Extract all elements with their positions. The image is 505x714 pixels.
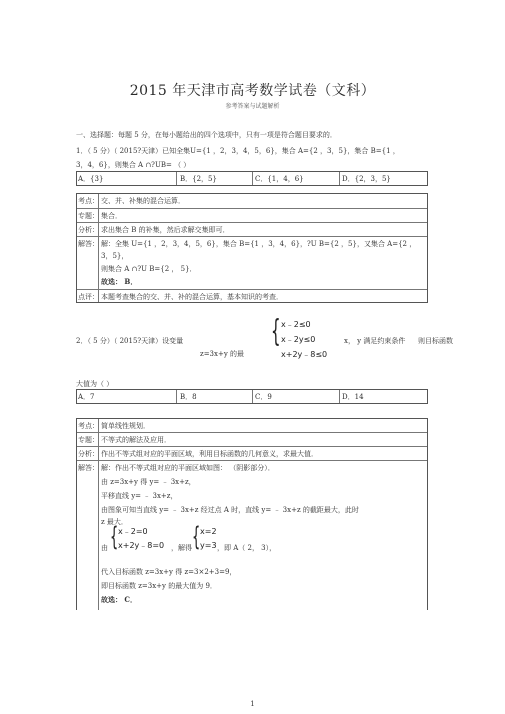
q1-jieda-line3: 则集合 A ∩?U B={2 ， 5}． <box>101 265 197 273</box>
q2-solve-brace-icon: { <box>110 522 119 552</box>
q1-analysis-table <box>76 193 428 303</box>
q2-solve-mid: ，解得 <box>171 544 192 552</box>
q1-dianping: 本题考查集合的交、并、补的混合运算，基本知识的考查． <box>101 293 283 301</box>
q2-system-eq2: x﹣2y≤0 <box>281 335 316 344</box>
q2-stem-line2: z=3x+y 的最 <box>200 350 244 358</box>
q2-zhuanti-row: 专题： 不等式的解法及应用． <box>77 433 427 447</box>
q1-option-d: D．{2，3，5} <box>342 175 391 183</box>
q2-solve-eq2: x+2y﹣8=0 <box>118 541 165 550</box>
q2-option-d: D．14 <box>342 393 364 401</box>
q2-fenxi: 作出不等式组对应的平面区域，利用目标函数的几何意义，求最大值． <box>101 450 318 458</box>
q2-solve-system <box>118 527 164 550</box>
q1-options-row <box>76 171 428 186</box>
q1-stem-line1: 1．（ 5 分）（ 2015?天津）已知全集U={1 ，2，3，4，5，6}，集合 A={2 ，3，5}，集合 B={1 ， <box>76 147 400 155</box>
q2-system-brace-icon: { <box>271 314 281 349</box>
q2-stem-mid: x， y 满足约束条件 <box>344 337 406 345</box>
q2-result-y: y=3 <box>200 541 217 550</box>
q2-jieda-line7: 即目标函数 z=3x+y 的最大值为 9． <box>101 582 217 590</box>
q1-option-a: A．{3} <box>78 175 104 183</box>
q1-kaodian-row: 考点： 交、并、补集的混合运算． <box>77 194 427 209</box>
q2-jieda-line3: 平移直线 y= ﹣ 3x+z， <box>101 492 178 500</box>
q2-solve-eq1: x﹣2=0 <box>118 527 148 536</box>
q2-jieda-line8: 故选： C． <box>101 595 138 604</box>
q2-jieda-line2: 由 z=3x+y 得 y= ﹣ 3x+z， <box>101 478 196 486</box>
q1-option-b: B．{2，5} <box>180 175 217 183</box>
q1-jieda-line1: 解：全集 U={1 ，2，3，4，5，6}，集合 B={1 ，3，4，6}，?U B={2 ，5}，又集合 A={2 ， <box>101 240 417 248</box>
q2-result-x: x=2 <box>200 527 217 536</box>
q2-zhuanti: 不等式的解法及应用． <box>101 436 171 444</box>
q2-fenxi-row: 分析： 作出不等式组对应的平面区域，利用目标函数的几何意义，求最大值． <box>77 447 427 461</box>
q2-kaodian-row: 考点： 简单线性规划． <box>77 419 427 433</box>
q2-jieda-line6: 代入目标函数 z=3x+y 得 z=3×2+3=9， <box>101 568 237 576</box>
q2-stem-right: 则目标函数 <box>418 337 453 345</box>
q2-jieda-line1: 解：作出不等式组对应的平面区域如图： （阴影部分）． <box>101 464 275 472</box>
q1-kaodian: 交、并、补集的混合运算． <box>101 197 185 205</box>
q1-zhuanti-row: 专题： 集合． <box>77 209 427 223</box>
q2-result-brace-icon: { <box>192 522 201 552</box>
section-heading: 一、选择题：每题 5 分，在每小题给出的四个选项中，只有一项是符合题目要求的． <box>76 131 337 139</box>
q2-jieda-line4: 由图象可知当直线 y= ﹣ 3x+z 经过点 A 时，直线 y= ﹣ 3x+z 的截距最大，此时 <box>101 506 359 514</box>
page-subtitle: 参考答案与试题解析 <box>225 103 280 110</box>
q1-zhuanti: 集合． <box>101 212 122 220</box>
q1-fenxi: 求出集合 B 的补集，然后求解交集即可． <box>101 226 230 234</box>
q1-jieda-line4: 故选： B． <box>101 277 138 286</box>
q2-system <box>281 320 327 359</box>
q2-system-eq1: x﹣2≤0 <box>281 320 311 329</box>
q2-analysis-table <box>76 418 428 610</box>
page-title: 2015 年天津市高考数学试卷（文科） <box>129 83 376 99</box>
q2-solve-suffix: ，即 A（ 2， 3）， <box>217 544 277 552</box>
q2-jieda-line5: z 最大． <box>101 518 128 526</box>
q2-kaodian: 简单线性规划． <box>101 422 150 430</box>
q2-stem-left: 2．（ 5 分）（ 2015?天津）设变量 <box>76 337 184 345</box>
q2-option-b: B．8 <box>180 393 197 401</box>
q1-jieda-row: 解答： 解：全集 U={1 ，2，3，4，5，6}，集合 B={1 ，3，4，6}，?U B={2 ，5}，又集合 A={2 ， 3，5}， 则集合 A ∩?U B={2 ， 5}． 故选： B． <box>77 237 427 290</box>
q1-jieda-line2: 3，5}， <box>101 252 129 260</box>
q2-stem-line3: 大值为（ ） <box>76 380 114 388</box>
q2-solve-result <box>200 527 217 550</box>
q2-option-a: A．7 <box>78 393 95 401</box>
q2-system-eq3: x+2y﹣8≤0 <box>281 350 328 359</box>
q1-fenxi-row: 分析： 求出集合 B 的补集，然后求解交集即可． <box>77 223 427 237</box>
q1-option-c: C．{1，4，6} <box>255 175 304 183</box>
q2-option-c: C．9 <box>255 393 272 401</box>
q2-jieda-row: 解答： 解：作出不等式组对应的平面区域如图： （阴影部分）． 由 z=3x+y 得 y= ﹣ 3x+z， 平移直线 y= ﹣ 3x+z， 由图象可知当直线 y= ﹣ 3x+z 经过点 A 时，直线 y= ﹣ 3x+z 的截距最大，此时 z 最大． 由 { x﹣2=0 x+2y﹣8=0 ，解得 { x=2 y=3 ，即 A（ 2， 3）， 代入目标函数 z=3x+y 得 z=3×2+3=9， 即目标函数 z=3x+y 的最大值为 9． 故选： C． <box>78 464 359 604</box>
q2-options-row <box>76 389 428 404</box>
q1-stem-line2: 3，4，6}，则集合 A ∩?UB= （ ） <box>76 161 191 169</box>
q2-solve-prefix: 由 <box>101 544 108 552</box>
q1-dianping-row: 点评： 本题考查集合的交、并、补的混合运算，基本知识的考查． <box>78 293 283 301</box>
page-number: 1 <box>250 700 255 708</box>
